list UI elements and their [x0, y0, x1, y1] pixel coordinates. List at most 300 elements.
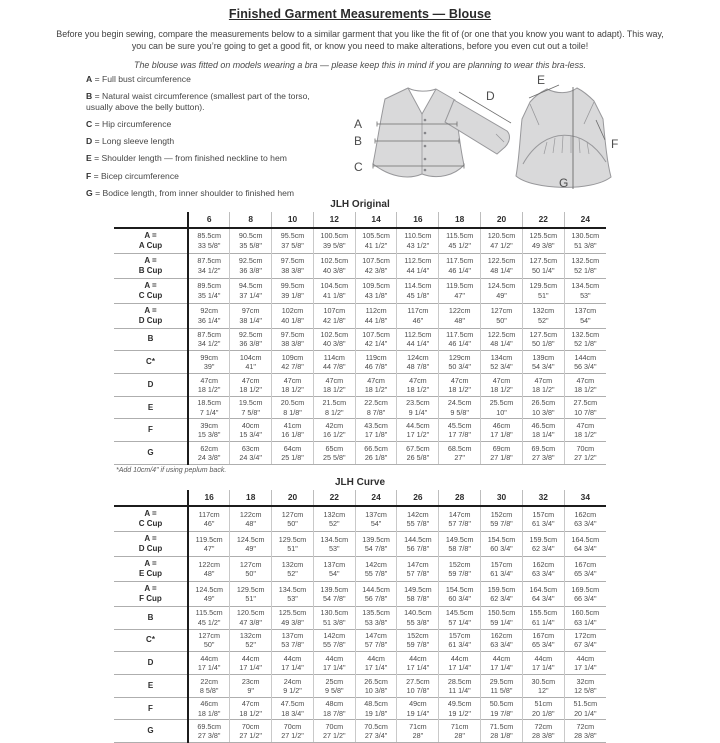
- measurement-cell: 104.5cm 41 1/8": [313, 278, 355, 303]
- measurement-cell: 51cm 20 1/8": [522, 697, 564, 720]
- measurement-cell: 152cm 59 7/8": [397, 629, 439, 652]
- size-column-header: 14: [355, 212, 397, 228]
- measurement-cell: 70cm 27 1/2": [272, 720, 314, 743]
- measurement-cell: 97.5cm 38 3/8": [272, 253, 314, 278]
- table-title-original: JLH Original: [330, 198, 390, 210]
- measurement-cell: 119cm 46 7/8": [355, 351, 397, 374]
- measurement-cell: 127.5cm 50 1/8": [522, 328, 564, 351]
- measurement-cell: 114cm 44 7/8": [313, 351, 355, 374]
- measurement-row: [114, 581, 606, 606]
- label-f: F: [611, 136, 619, 151]
- measurement-cell: 134cm 52 3/4": [481, 351, 523, 374]
- measurement-cell: 25cm 9 5/8": [313, 675, 355, 698]
- size-column-header: 16: [188, 490, 230, 506]
- peplum-footnote: *Add 10cm/4" if using peplum back.: [116, 466, 227, 474]
- measurement-cell: 124.5cm 49": [188, 581, 230, 606]
- measurement-cell: 44.5cm 17 1/2": [397, 419, 439, 442]
- measurement-cell: 127.5cm 50 1/4": [522, 253, 564, 278]
- measurement-cell: 46cm 17 1/8": [481, 419, 523, 442]
- legend-and-illustration: [86, 74, 720, 198]
- measurement-cell: 100.5cm 39 5/8": [313, 228, 355, 254]
- legend-key: G: [86, 187, 93, 198]
- legend-text: = Natural waist circumference (smallest part of the torso, usually above the belly button).: [86, 90, 310, 112]
- measurement-cell: 22.5cm 8 7/8": [355, 396, 397, 419]
- measurement-cell: 50.5cm 19 7/8": [481, 697, 523, 720]
- measurement-row: [114, 303, 606, 328]
- measurement-cell: 24.5cm 9 5/8": [439, 396, 481, 419]
- measurement-cell: 140.5cm 55 3/8": [397, 606, 439, 629]
- measurement-row-label: F: [114, 697, 188, 720]
- measurement-cell: 102cm 40 1/8": [272, 303, 314, 328]
- label-a: A: [354, 116, 363, 131]
- measurement-cell: 172cm 67 3/4": [564, 629, 606, 652]
- measurement-cell: 130.5cm 51 3/8": [313, 606, 355, 629]
- measurement-cell: 162cm 63 3/4": [564, 506, 606, 532]
- measurement-cell: 162cm 63 3/4": [481, 629, 523, 652]
- measurement-cell: 124cm 48 7/8": [397, 351, 439, 374]
- measurement-cell: 46cm 18 1/8": [188, 697, 230, 720]
- measurement-cell: 139.5cm 54 7/8": [313, 581, 355, 606]
- measurement-row: [114, 396, 606, 419]
- measurement-cell: 134.5cm 53": [313, 531, 355, 556]
- measurement-row-label: A = D Cup: [114, 531, 188, 556]
- measurement-cell: 164.5cm 64 3/4": [522, 581, 564, 606]
- measurement-cell: 99cm 39": [188, 351, 230, 374]
- measurement-row-label: A = E Cup: [114, 556, 188, 581]
- measurement-cell: 68.5cm 27": [439, 442, 481, 465]
- size-column-header: 18: [439, 212, 481, 228]
- measurement-cell: 97.5cm 38 3/8": [272, 328, 314, 351]
- measurement-cell: 110.5cm 43 1/2": [397, 228, 439, 254]
- measurement-cell: 47cm 18 1/2": [397, 374, 439, 397]
- measurement-cell: 132.5cm 52 1/8": [564, 328, 606, 351]
- size-column-header: 34: [564, 490, 606, 506]
- measurement-cell: 157cm 61 3/4": [439, 629, 481, 652]
- measurement-cell: 18.5cm 7 1/4": [188, 396, 230, 419]
- measurement-cell: 30.5cm 12": [522, 675, 564, 698]
- measurement-cell: 48cm 18 7/8": [313, 697, 355, 720]
- measurement-row: [114, 351, 606, 374]
- measurement-row: [114, 419, 606, 442]
- size-column-header: 24: [564, 212, 606, 228]
- size-column-header: 16: [397, 212, 439, 228]
- measurement-cell: 139.5cm 54 7/8": [355, 531, 397, 556]
- measurement-cell: 134.5cm 53": [564, 278, 606, 303]
- measurement-cell: 107.5cm 42 3/8": [355, 253, 397, 278]
- size-column-header: 20: [272, 490, 314, 506]
- measurement-cell: 112.5cm 44 1/4": [397, 253, 439, 278]
- measurement-cell: 44cm 17 1/4": [230, 652, 272, 675]
- size-column-header: 22: [313, 490, 355, 506]
- measurement-cell: 47cm 18 1/2": [272, 374, 314, 397]
- measurement-row: [114, 253, 606, 278]
- measurement-cell: 119.5cm 47": [439, 278, 481, 303]
- measurement-cell: 127cm 50": [272, 506, 314, 532]
- measurement-row: [114, 606, 606, 629]
- measurement-cell: 137cm 54": [564, 303, 606, 328]
- measurement-cell: 132.5cm 52 1/8": [564, 253, 606, 278]
- measurement-cell: 115.5cm 45 1/2": [188, 606, 230, 629]
- legend-item-b: [86, 91, 332, 113]
- measurement-cell: 40cm 15 3/4": [230, 419, 272, 442]
- legend-item-d: [86, 136, 332, 147]
- measurement-cell: 147cm 57 7/8": [355, 629, 397, 652]
- measurement-cell: 95.5cm 37 5/8": [272, 228, 314, 254]
- measurement-cell: 115.5cm 45 1/2": [439, 228, 481, 254]
- size-column-header: 30: [481, 490, 523, 506]
- measurement-row: [114, 720, 606, 743]
- measurement-cell: 44cm 17 1/4": [313, 652, 355, 675]
- measurement-cell: 155.5cm 61 1/4": [522, 606, 564, 629]
- measurement-cell: 122cm 48": [188, 556, 230, 581]
- measurement-cell: 130.5cm 51 3/8": [564, 228, 606, 254]
- measurement-cell: 137cm 54": [313, 556, 355, 581]
- measurement-cell: 48.5cm 19 1/8": [355, 697, 397, 720]
- size-column-header: 28: [439, 490, 481, 506]
- measurement-cell: 142cm 55 7/8": [397, 506, 439, 532]
- measurement-cell: 149.5cm 58 7/8": [439, 531, 481, 556]
- measurement-cell: 87.5cm 34 1/2": [188, 253, 230, 278]
- measurement-cell: 112cm 44 1/8": [355, 303, 397, 328]
- measurement-cell: 65cm 25 5/8": [313, 442, 355, 465]
- measurement-cell: 129.5cm 51": [230, 581, 272, 606]
- measurement-cell: 47cm 18 1/2": [355, 374, 397, 397]
- measurement-cell: 129cm 50 3/4": [439, 351, 481, 374]
- measurement-row-label: C*: [114, 629, 188, 652]
- measurement-cell: 44cm 17 1/4": [522, 652, 564, 675]
- measurement-row: [114, 697, 606, 720]
- measurement-cell: 44cm 17 1/4": [397, 652, 439, 675]
- measurement-cell: 144.5cm 56 7/8": [355, 581, 397, 606]
- measurement-cell: 92.5cm 36 3/8": [230, 253, 272, 278]
- measurements-table-original: [114, 212, 606, 465]
- measurement-cell: 109.5cm 43 1/8": [355, 278, 397, 303]
- measurement-cell: 72cm 28 3/8": [564, 720, 606, 743]
- measurement-cell: 152cm 59 7/8": [481, 506, 523, 532]
- measurement-legend: [86, 74, 332, 205]
- measurement-cell: 62cm 24 3/8": [188, 442, 230, 465]
- measurement-cell: 49cm 19 1/4": [397, 697, 439, 720]
- legend-text: = Bicep circumference: [93, 170, 179, 181]
- measurement-cell: 162cm 63 3/4": [522, 556, 564, 581]
- measurement-cell: 47cm 18 1/2": [564, 419, 606, 442]
- measurement-row-label: E: [114, 675, 188, 698]
- measurement-cell: 132cm 52": [313, 506, 355, 532]
- legend-key: E: [86, 153, 92, 164]
- measurement-cell: 112.5cm 44 1/4": [397, 328, 439, 351]
- size-column-header: 6: [188, 212, 230, 228]
- measurement-cell: 47cm 18 1/2": [188, 374, 230, 397]
- measurement-cell: 160.5cm 63 1/4": [564, 606, 606, 629]
- measurement-cell: 70cm 27 1/2": [230, 720, 272, 743]
- measurement-cell: 117cm 46": [397, 303, 439, 328]
- measurement-cell: 71cm 28": [397, 720, 439, 743]
- legend-item-c: [86, 119, 332, 130]
- size-column-header: 24: [355, 490, 397, 506]
- measurement-cell: 87.5cm 34 1/2": [188, 328, 230, 351]
- measurement-cell: 49.5cm 19 1/2": [439, 697, 481, 720]
- measurement-cell: 71cm 28": [439, 720, 481, 743]
- measurement-cell: 67.5cm 26 5/8": [397, 442, 439, 465]
- measurement-row: [114, 278, 606, 303]
- measurement-cell: 157cm 61 3/4": [522, 506, 564, 532]
- measurement-cell: 44cm 17 1/4": [481, 652, 523, 675]
- fit-note: The blouse was fitted on models wearing a bra — please keep this in mind if you are planning to wear this bra-less.: [134, 59, 586, 70]
- measurement-cell: 144cm 56 3/4": [564, 351, 606, 374]
- measurement-cell: 119.5cm 47": [188, 531, 230, 556]
- table-corner-cell: [114, 212, 188, 228]
- measurement-cell: 47cm 18 1/2": [522, 374, 564, 397]
- measurement-cell: 45.5cm 17 7/8": [439, 419, 481, 442]
- measurement-cell: 94.5cm 37 1/4": [230, 278, 272, 303]
- intro-paragraph: Before you begin sewing, compare the measurements below to a similar garment that you like the fit of (or one that you know you want to adapt). This way, you can be sure you’re going to get a good fit, or know you need to make alterations, before you even cut out a toile!: [56, 29, 664, 52]
- measurement-row-label: D: [114, 652, 188, 675]
- measurement-cell: 150.5cm 59 1/4": [481, 606, 523, 629]
- measurement-cell: 117cm 46": [188, 506, 230, 532]
- measurement-cell: 69.5cm 27 3/8": [188, 720, 230, 743]
- measurement-cell: 167cm 65 3/4": [564, 556, 606, 581]
- measurement-cell: 142cm 55 7/8": [313, 629, 355, 652]
- measurement-cell: 169.5cm 66 3/4": [564, 581, 606, 606]
- legend-item-e: [86, 153, 332, 164]
- label-e: E: [537, 73, 546, 87]
- measurement-cell: 144.5cm 56 7/8": [397, 531, 439, 556]
- measurement-cell: 69cm 27 1/8": [481, 442, 523, 465]
- legend-item-a: [86, 74, 332, 85]
- measurement-cell: 90.5cm 35 5/8": [230, 228, 272, 254]
- measurement-cell: 105.5cm 41 1/2": [355, 228, 397, 254]
- measurement-cell: 132cm 52": [230, 629, 272, 652]
- measurement-row: [114, 228, 606, 254]
- measurement-row-label: A = D Cup: [114, 303, 188, 328]
- measurement-cell: 47cm 18 1/2": [439, 374, 481, 397]
- measurement-cell: 72cm 28 3/8": [522, 720, 564, 743]
- measurement-cell: 107.5cm 42 1/4": [355, 328, 397, 351]
- size-column-header: 32: [522, 490, 564, 506]
- measurement-row: [114, 506, 606, 532]
- measurement-cell: 120.5cm 47 1/2": [481, 228, 523, 254]
- measurement-cell: 104cm 41": [230, 351, 272, 374]
- measurement-cell: 23cm 9": [230, 675, 272, 698]
- measurement-cell: 39cm 15 3/8": [188, 419, 230, 442]
- measurement-cell: 26.5cm 10 3/8": [522, 396, 564, 419]
- measurement-cell: 117.5cm 46 1/4": [439, 328, 481, 351]
- measurement-cell: 142cm 55 7/8": [355, 556, 397, 581]
- measurement-cell: 71.5cm 28 1/8": [481, 720, 523, 743]
- label-d: D: [486, 88, 495, 103]
- measurement-cell: 69.5cm 27 3/8": [522, 442, 564, 465]
- blouse-front-illustration: [354, 88, 511, 177]
- measurement-cell: 70.5cm 27 3/4": [355, 720, 397, 743]
- measurement-cell: 63cm 24 3/4": [230, 442, 272, 465]
- size-column-header: 18: [230, 490, 272, 506]
- measurement-cell: 41cm 16 1/8": [272, 419, 314, 442]
- measurement-cell: 152cm 59 7/8": [439, 556, 481, 581]
- measurement-cell: 132cm 52": [272, 556, 314, 581]
- measurement-row: [114, 629, 606, 652]
- measurement-cell: 125.5cm 49 3/8": [272, 606, 314, 629]
- measurement-cell: 44cm 17 1/4": [188, 652, 230, 675]
- measurement-cell: 27.5cm 10 7/8": [564, 396, 606, 419]
- measurement-cell: 32cm 12 5/8": [564, 675, 606, 698]
- legend-key: B: [86, 90, 93, 101]
- measurement-cell: 124.5cm 49": [481, 278, 523, 303]
- blouse-back-illustration: [516, 74, 618, 190]
- measurement-cell: 44cm 17 1/4": [439, 652, 481, 675]
- measurement-cell: 85.5cm 33 5/8": [188, 228, 230, 254]
- measurement-cell: 159.5cm 62 3/4": [522, 531, 564, 556]
- measurement-cell: 159.5cm 62 3/4": [481, 581, 523, 606]
- measurement-cell: 132cm 52": [522, 303, 564, 328]
- measurement-cell: 20.5cm 8 1/8": [272, 396, 314, 419]
- measurement-cell: 154.5cm 60 3/4": [481, 531, 523, 556]
- measurement-cell: 70cm 27 1/2": [564, 442, 606, 465]
- measurement-cell: 66.5cm 26 1/8": [355, 442, 397, 465]
- measurement-row: [114, 328, 606, 351]
- measurement-cell: 157cm 61 3/4": [481, 556, 523, 581]
- measurement-row-label: A = C Cup: [114, 506, 188, 532]
- measurement-cell: 120.5cm 47 3/8": [230, 606, 272, 629]
- measurement-cell: 124.5cm 49": [230, 531, 272, 556]
- measurement-cell: 43.5cm 17 1/8": [355, 419, 397, 442]
- measurement-cell: 44cm 17 1/4": [564, 652, 606, 675]
- measurement-cell: 102.5cm 40 3/8": [313, 253, 355, 278]
- measurement-cell: 107cm 42 1/8": [313, 303, 355, 328]
- measurement-cell: 147cm 57 7/8": [439, 506, 481, 532]
- measurement-cell: 47cm 18 1/2": [564, 374, 606, 397]
- measurement-row-label: B: [114, 606, 188, 629]
- measurement-row-label: E: [114, 396, 188, 419]
- measurement-cell: 22cm 8 5/8": [188, 675, 230, 698]
- measurement-cell: 122.5cm 48 1/4": [481, 328, 523, 351]
- measurement-cell: 46.5cm 18 1/4": [522, 419, 564, 442]
- measurement-cell: 51.5cm 20 1/4": [564, 697, 606, 720]
- blouse-diagram: [328, 74, 638, 202]
- legend-key: C: [86, 119, 93, 130]
- measurement-cell: 92.5cm 36 3/8": [230, 328, 272, 351]
- measurements-table-curve: [114, 490, 606, 743]
- measurement-cell: 19.5cm 7 5/8": [230, 396, 272, 419]
- measurement-cell: 122cm 48": [439, 303, 481, 328]
- measurement-cell: 44cm 17 1/4": [272, 652, 314, 675]
- measurement-cell: 127cm 50": [188, 629, 230, 652]
- measurement-cell: 122cm 48": [230, 506, 272, 532]
- table-block-curve: [114, 477, 606, 743]
- table-block-original: [114, 199, 606, 474]
- measurement-cell: 164.5cm 64 3/4": [564, 531, 606, 556]
- measurement-cell: 89.5cm 35 1/4": [188, 278, 230, 303]
- size-column-header: 22: [522, 212, 564, 228]
- measurement-cell: 129.5cm 51": [272, 531, 314, 556]
- measurement-cell: 44cm 17 1/4": [355, 652, 397, 675]
- legend-text: = Full bust circumference: [94, 73, 191, 84]
- legend-key: D: [86, 136, 93, 147]
- label-b: B: [354, 133, 363, 148]
- legend-key: F: [86, 170, 92, 181]
- measurement-cell: 27.5cm 10 7/8": [397, 675, 439, 698]
- measurement-cell: 167cm 65 3/4": [522, 629, 564, 652]
- measurement-cell: 99.5cm 39 1/8": [272, 278, 314, 303]
- measurement-cell: 137cm 54": [355, 506, 397, 532]
- measurement-row-label: G: [114, 442, 188, 465]
- measurement-cell: 122.5cm 48 1/4": [481, 253, 523, 278]
- legend-item-g: [86, 188, 332, 199]
- measurement-cell: 117.5cm 46 1/4": [439, 253, 481, 278]
- measurement-row: [114, 374, 606, 397]
- measurement-cell: 21.5cm 8 1/2": [313, 396, 355, 419]
- measurement-row-label: A = C Cup: [114, 278, 188, 303]
- size-column-header: 12: [313, 212, 355, 228]
- measurement-cell: 24cm 9 1/2": [272, 675, 314, 698]
- measurement-cell: 137cm 53 7/8": [272, 629, 314, 652]
- measurement-cell: 145.5cm 57 1/4": [439, 606, 481, 629]
- measurement-row-label: F: [114, 419, 188, 442]
- label-c: C: [354, 159, 363, 174]
- measurement-cell: 102.5cm 40 3/8": [313, 328, 355, 351]
- size-column-header: 26: [397, 490, 439, 506]
- measurement-cell: 26.5cm 10 3/8": [355, 675, 397, 698]
- size-column-header: 10: [272, 212, 314, 228]
- measurement-cell: 109cm 42 7/8": [272, 351, 314, 374]
- size-column-header: 8: [230, 212, 272, 228]
- measurement-cell: 29.5cm 11 5/8": [481, 675, 523, 698]
- size-column-header: 20: [481, 212, 523, 228]
- legend-text: = Shoulder length — from finished neckline to hem: [94, 153, 287, 164]
- measurement-cell: 134.5cm 53": [272, 581, 314, 606]
- page-title: Finished Garment Measurements — Blouse: [228, 7, 492, 21]
- measurement-cell: 47.5cm 18 3/4": [272, 697, 314, 720]
- measurement-cell: 42cm 16 1/2": [313, 419, 355, 442]
- measurement-cell: 149.5cm 58 7/8": [397, 581, 439, 606]
- measurement-cell: 97cm 38 1/4": [230, 303, 272, 328]
- measurement-row: [114, 442, 606, 465]
- measurement-cell: 139cm 54 3/4": [522, 351, 564, 374]
- measurement-cell: 47cm 18 1/2": [230, 374, 272, 397]
- legend-key: A: [86, 73, 93, 84]
- measurement-cell: 64cm 25 1/8": [272, 442, 314, 465]
- measurement-row: [114, 531, 606, 556]
- measurement-cell: 28.5cm 11 1/4": [439, 675, 481, 698]
- measurement-cell: 154.5cm 60 3/4": [439, 581, 481, 606]
- measurement-cell: 25.5cm 10": [481, 396, 523, 419]
- measurement-cell: 127cm 50": [230, 556, 272, 581]
- measurement-cell: 114.5cm 45 1/8": [397, 278, 439, 303]
- measurement-row-label: G: [114, 720, 188, 743]
- measurement-row-label: D: [114, 374, 188, 397]
- measurement-cell: 47cm 18 1/2": [230, 697, 272, 720]
- measurement-row: [114, 652, 606, 675]
- table-corner-cell: [114, 490, 188, 506]
- legend-text: = Long sleeve length: [94, 136, 175, 147]
- measurement-cell: 23.5cm 9 1/4": [397, 396, 439, 419]
- measurement-cell: 92cm 36 1/4": [188, 303, 230, 328]
- table-title-curve: JLH Curve: [334, 476, 385, 488]
- measurement-row-label: B: [114, 328, 188, 351]
- measurement-row-label: A = A Cup: [114, 228, 188, 254]
- measurement-cell: 47cm 18 1/2": [313, 374, 355, 397]
- label-g: G: [559, 175, 569, 190]
- legend-text: = Hip circumference: [94, 119, 172, 130]
- legend-text: = Bodice length, from inner shoulder to finished hem: [95, 187, 295, 198]
- measurement-cell: 125.5cm 49 3/8": [522, 228, 564, 254]
- measurement-cell: 47cm 18 1/2": [481, 374, 523, 397]
- measurement-row: [114, 675, 606, 698]
- measurement-cell: 129.5cm 51": [522, 278, 564, 303]
- measurement-row-label: A = B Cup: [114, 253, 188, 278]
- measurement-cell: 147cm 57 7/8": [397, 556, 439, 581]
- measurement-row: [114, 556, 606, 581]
- measurement-cell: 135.5cm 53 3/8": [355, 606, 397, 629]
